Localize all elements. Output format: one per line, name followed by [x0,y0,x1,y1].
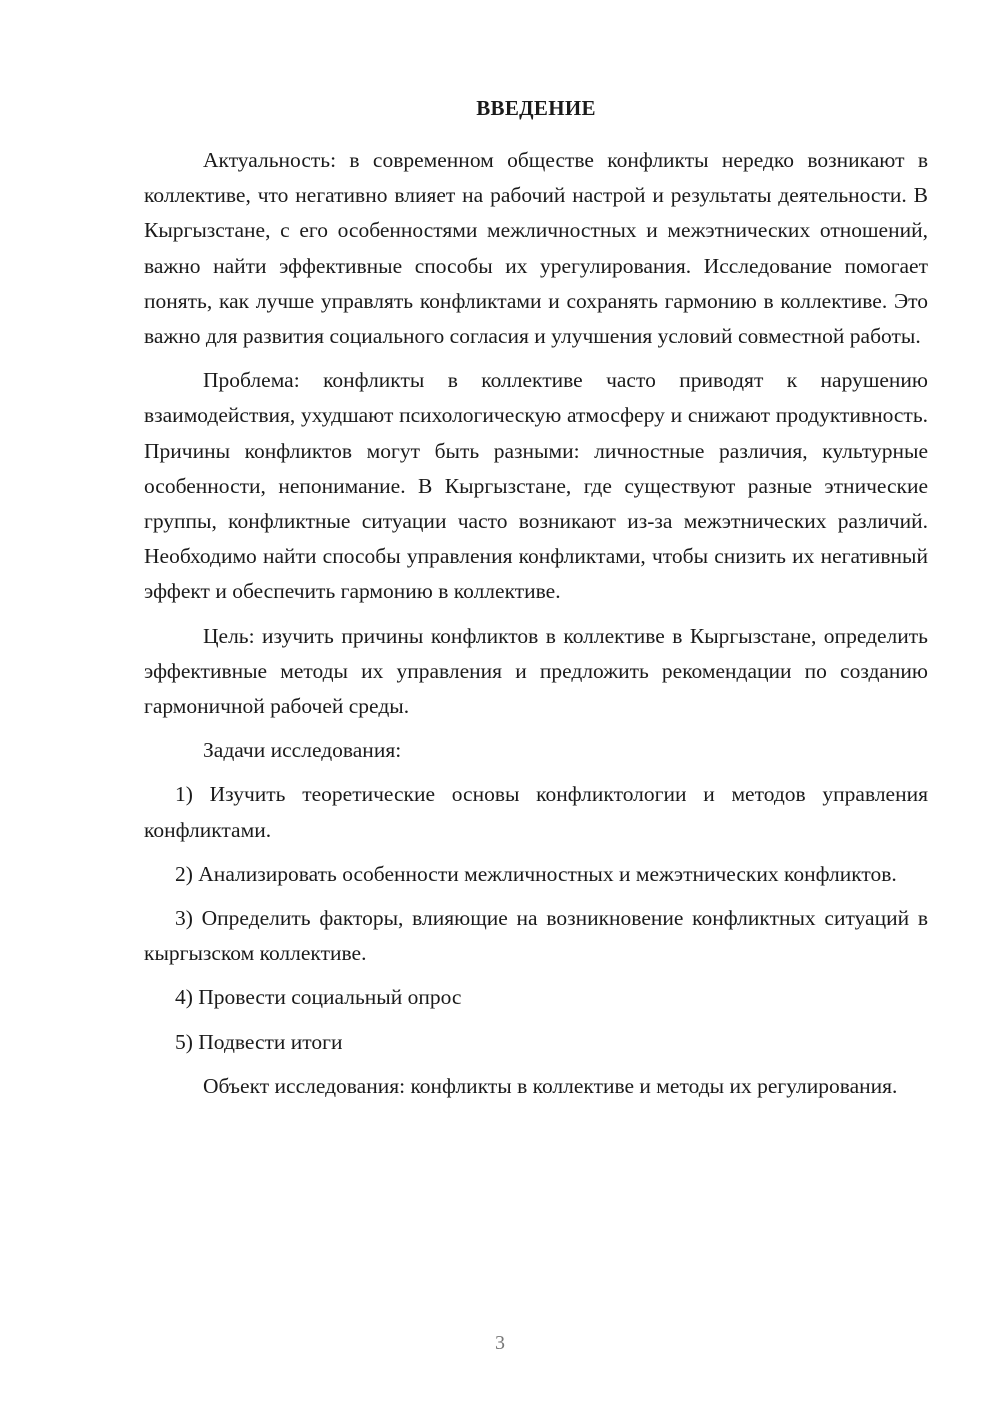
paragraph-object: Объект исследования: конфликты в коллективе и методы их регулирования. [203,1073,898,1098]
task-item: 2) Анализировать особенности межличностных и межэтнических конфликтов. [175,861,897,886]
task-item: 1) Изучить теоретические основы конфликтологии и методов управления конфликтами. [144,782,928,842]
section-title: ВВЕДЕНИЕ [476,96,596,120]
page-number: 3 [495,1332,505,1354]
tasks-heading: Задачи исследования: [203,738,402,763]
task-item: 3) Определить факторы, влияющие на возникновение конфликтных ситуаций в кыргызском коллективе. [144,906,928,966]
task-item: 5) Подвести итоги [175,1029,343,1054]
task-item: 4) Провести социальный опрос [175,985,462,1010]
paragraph-problem: Проблема: конфликты в коллективе часто приводят к нарушению взаимодействия, ухудшают психологическую атмосферу и снижают продуктивность. Причины конфликтов могут быть разными: личностные различия, культурные особенности, непонимание. В Кыргызстане, где существуют разные этнические группы, конфликтные ситуации часто возникают из-за межэтнических различий. Необходимо найти способы управления конфликтами, чтобы снизить их негативный эффект и обеспечить гармонию в коллективе. [144,368,928,604]
paragraph-relevance: Актуальность: в современном обществе конфликты нередко возникают в коллективе, что негативно влияет на рабочий настрой и результаты деятельности. В Кыргызстане, с его особенностями межличностных и межэтнических отношений, важно найти эффективные способы их урегулирования. Исследование помогает понять, как лучше управлять конфликтами и сохранять гармонию в коллективе. Это важно для развития социального согласия и улучшения условий совместной работы. [144,148,928,349]
paragraph-goal: Цель: изучить причины конфликтов в коллективе в Кыргызстане, определить эффективные методы их управления и предложить рекомендации по созданию гармоничной рабочей среды. [144,623,928,719]
